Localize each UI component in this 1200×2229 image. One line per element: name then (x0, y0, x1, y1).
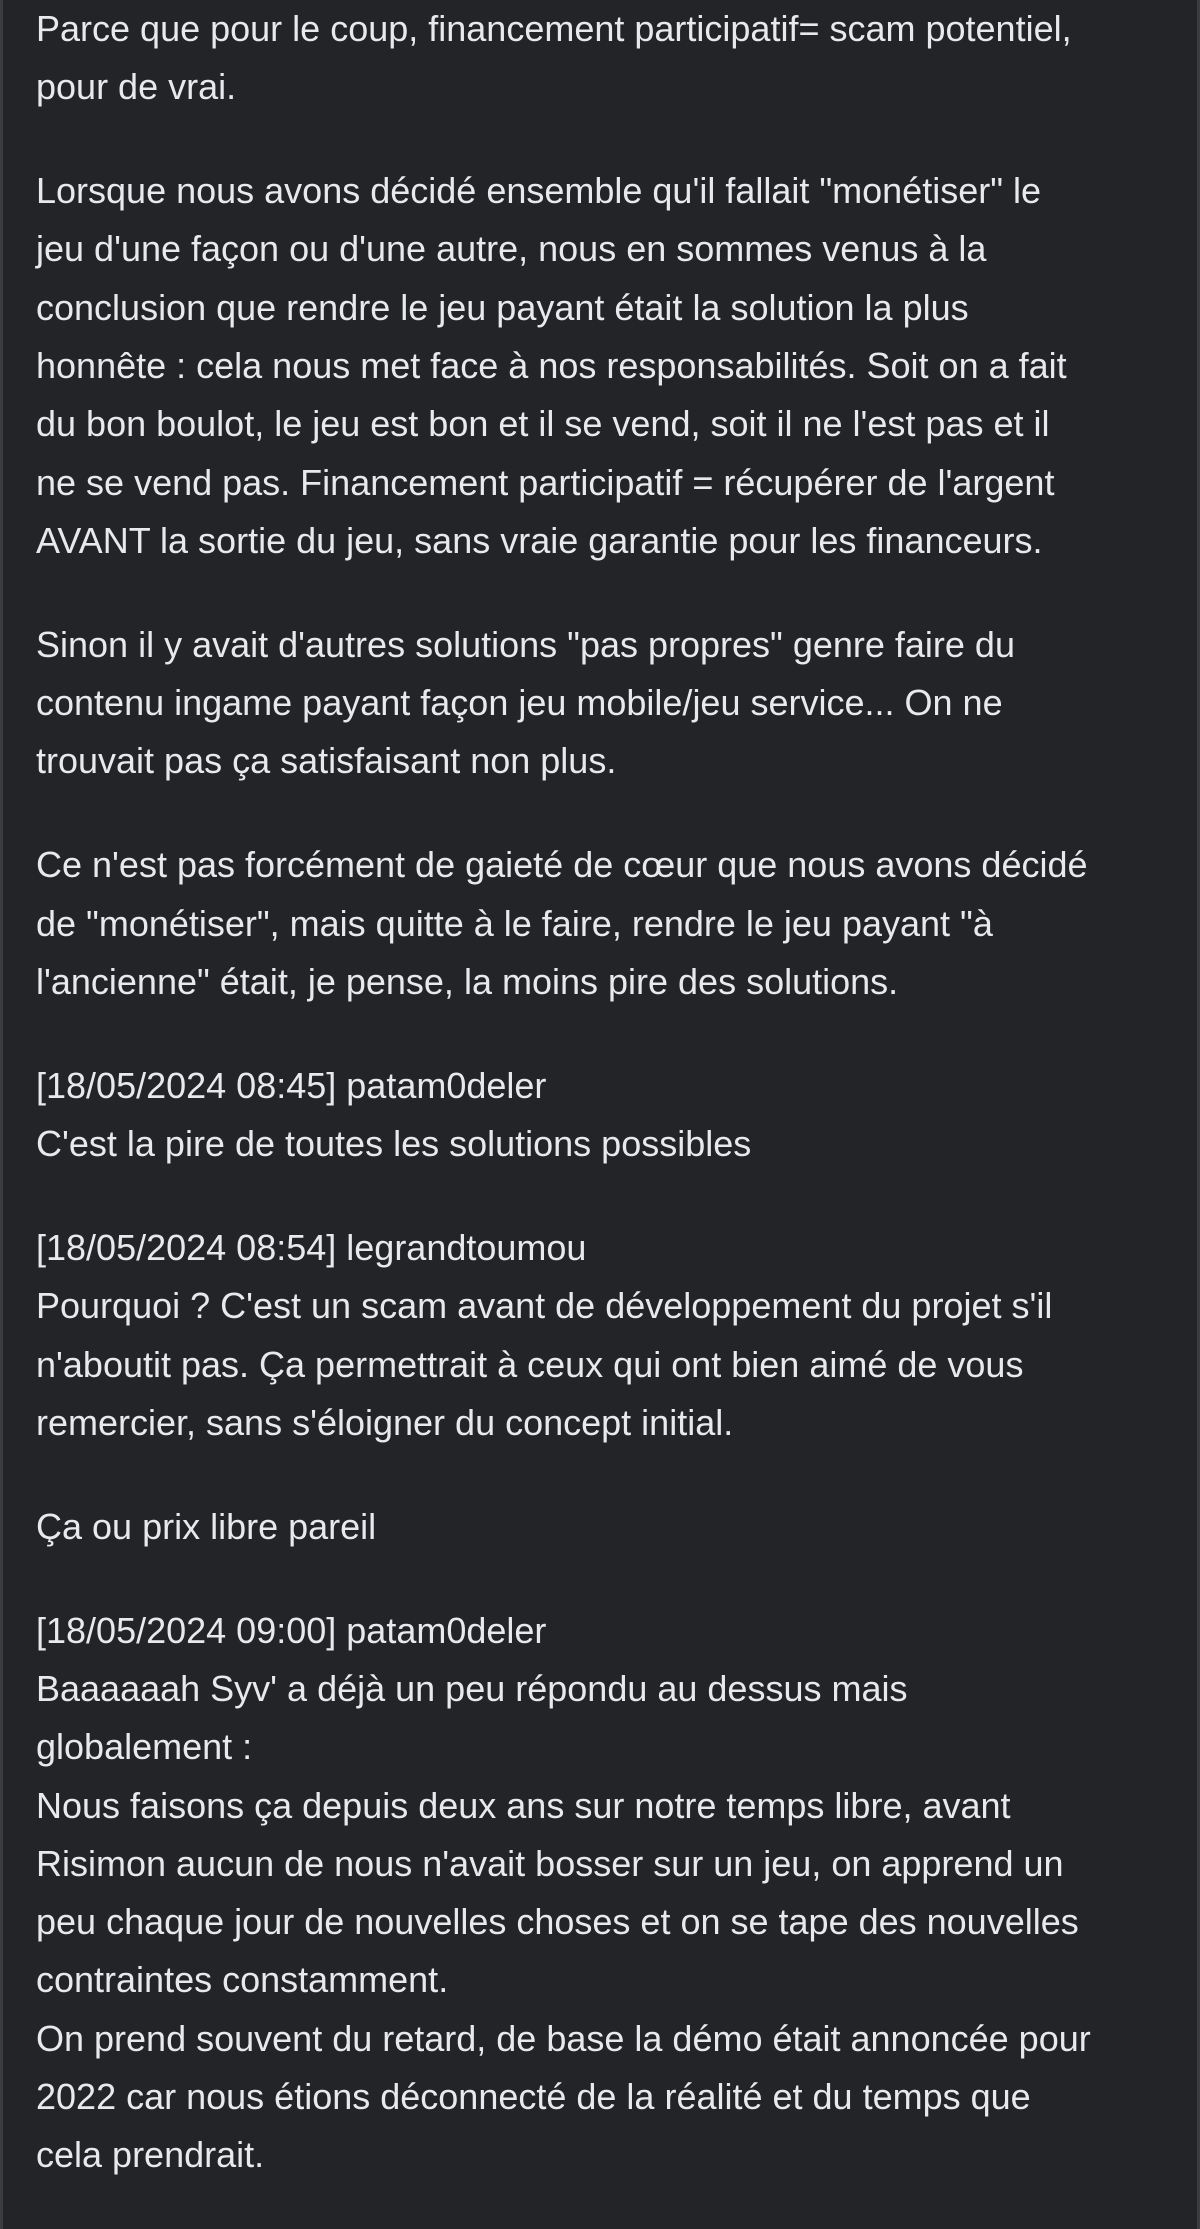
text-line: l'ancienne" était, je pense, la moins pire des solutions. (36, 960, 899, 1002)
paragraph-gap (36, 1173, 1176, 1219)
text-line: ne se vend pas. Financement participatif = récupérer de l'argent (36, 461, 1055, 503)
text-line: cela prendrait. (36, 2134, 265, 2176)
text-line: remercier, sans s'éloigner du concept initial. (36, 1401, 734, 1443)
text-line: Lorsque nous avons décidé ensemble qu'il fallait "monétiser" le (36, 170, 1042, 212)
text-line: Baaaaaah Syv' a déjà un peu répondu au dessus mais (36, 1667, 908, 1709)
text-line: honnête : cela nous met face à nos responsabilités. Soit on a fait (36, 345, 1067, 387)
message-paragraph (36, 162, 1176, 570)
text-line: peu chaque jour de nouvelles choses et on se tape des nouvelles (36, 1901, 1079, 1943)
paragraph-gap (36, 570, 1176, 616)
text-line: [18/05/2024 09:00] patam0deler (36, 1609, 547, 1651)
text-line: 2022 car nous étions déconnecté de la réalité et du temps que (36, 2076, 1031, 2118)
paragraph-gap (36, 117, 1176, 163)
text-line: Parce que pour le coup, financement participatif= scam potentiel, (36, 8, 1072, 49)
message-paragraph (36, 1602, 1176, 2185)
text-line: pour de vrai. (36, 66, 237, 108)
text-line: conclusion que rendre le jeu payant était la solution la plus (36, 286, 969, 328)
text-line: contraintes constamment. (36, 1959, 449, 2001)
text-line: du bon boulot, le jeu est bon et il se vend, soit il ne l'est pas et il (36, 403, 1050, 445)
message-paragraph (36, 1219, 1176, 1452)
paragraph-gap (36, 1556, 1176, 1602)
text-line: C'est la pire de toutes les solutions possibles (36, 1123, 752, 1165)
message-paragraph (36, 836, 1176, 1011)
paragraph-gap (36, 1452, 1176, 1498)
paragraph-gap (36, 791, 1176, 837)
text-line: de "monétiser", mais quitte à le faire, rendre le jeu payant "à (36, 902, 993, 944)
text-line: Ce n'est pas forcément de gaieté de cœur que nous avons décidé (36, 844, 1088, 886)
text-line: Risimon aucun de nous n'avait bosser sur un jeu, on apprend un (36, 1842, 1064, 1884)
text-line: n'aboutit pas. Ça permettrait à ceux qui ont bien aimé de vous (36, 1343, 1024, 1385)
message-paragraph (36, 1057, 1176, 1174)
text-line: contenu ingame payant façon jeu mobile/jeu service... On ne (36, 682, 1003, 724)
message-paragraph (36, 0, 1176, 117)
message-text-area (36, 0, 1176, 2185)
text-line: Pourquoi ? C'est un scam avant de développement du projet s'il (36, 1285, 1053, 1327)
text-line: Sinon il y avait d'autres solutions "pas propres" genre faire du (36, 623, 1015, 665)
text-line: [18/05/2024 08:45] patam0deler (36, 1064, 547, 1106)
paragraph-gap (36, 1011, 1176, 1057)
text-line: AVANT la sortie du jeu, sans vraie garantie pour les financeurs. (36, 519, 1043, 561)
text-line: Ça ou prix libre pareil (36, 1505, 377, 1547)
text-line: On prend souvent du retard, de base la démo était annoncée pour (36, 2017, 1091, 2059)
text-line: trouvait pas ça satisfaisant non plus. (36, 740, 617, 782)
message-paragraph (36, 1498, 1176, 1556)
text-line: [18/05/2024 08:54] legrandtoumou (36, 1227, 587, 1269)
message-paragraph (36, 616, 1176, 791)
text-line: globalement : (36, 1726, 253, 1768)
text-line: jeu d'une façon ou d'une autre, nous en sommes venus à la (36, 228, 987, 270)
text-line: Nous faisons ça depuis deux ans sur notre temps libre, avant (36, 1784, 1011, 1826)
